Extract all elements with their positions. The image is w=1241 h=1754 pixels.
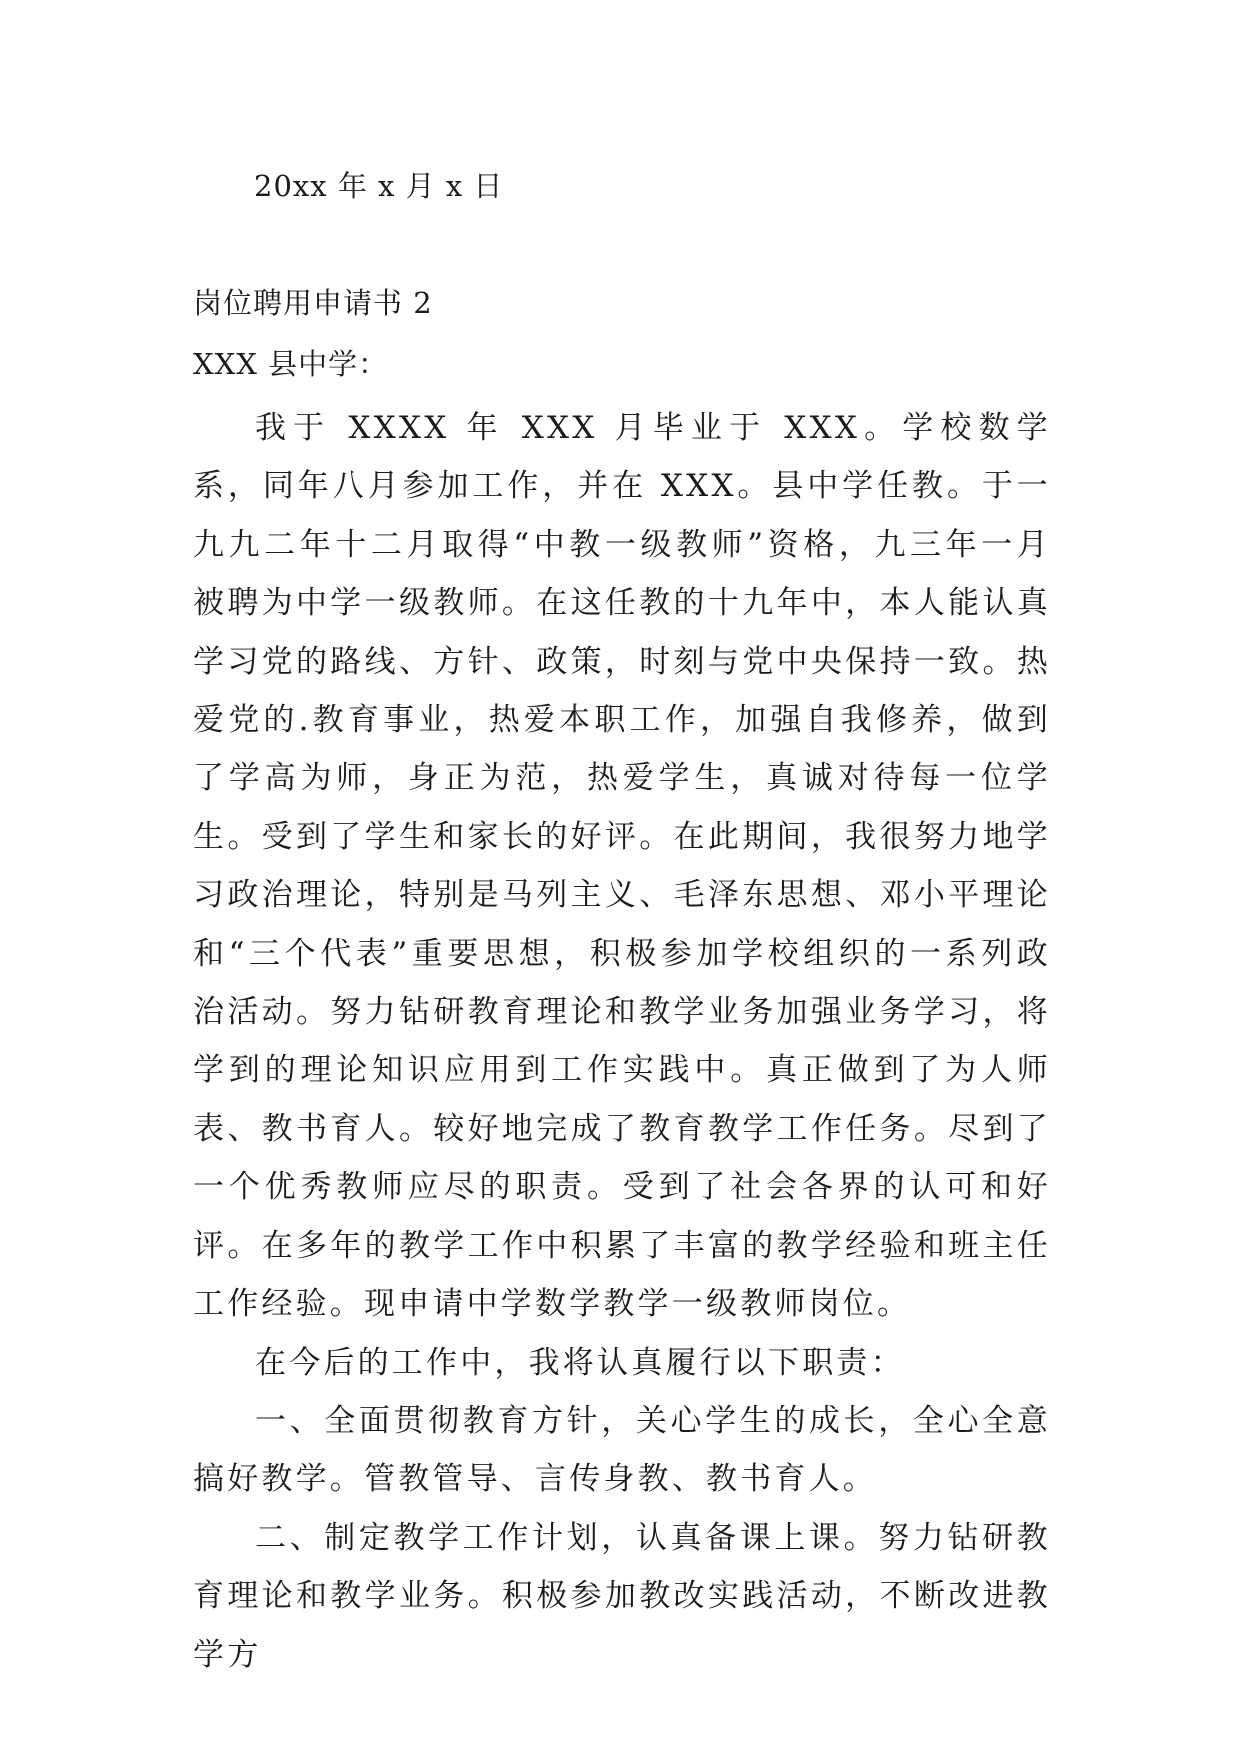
addressee-line: XXX 县中学：: [193, 347, 389, 381]
document-title: 岗位聘用申请书 2: [193, 286, 433, 320]
date-line: 20xx 年 x 月 x 日: [254, 169, 504, 203]
letter-body: [193, 399, 1051, 1684]
paragraph-duty-two: 二、制定教学工作计划，认真备课上课。努力钻研教育理论和教学业务。积极参加教改实践活动，不断改进教学方: [193, 1519, 1051, 1673]
paragraph-duty-one: 一、全面贯彻教育方针，关心学生的成长，全心全意搞好教学。管教管导、言传身教、教书育人。: [193, 1402, 1051, 1498]
paragraph-duties-intro: 在今后的工作中，我将认真履行以下职责：: [255, 1344, 905, 1381]
paragraph-introduction: 我于 XXXX 年 XXX 月毕业于 XXX。学校数学系，同年八月参加工作，并在 XXX。县中学任教。于一九九二年十二月取得“中教一级教师”资格，九三年一月被聘为中学一级教师。在这任教的十九年中，本人能认真学习党的路线、方针、政策，时刻与党中央保持一致。热爱党的.教育事业，热爱本职工作，加强自我修养，做到了学高为师，身正为范，热爱学生，真诚对待每一位学生。受到了学生和家长的好评。在此期间，我很努力地学习政治理论，特别是马列主义、毛泽东思想、邓小平理论和“三个代表”重要思想，积极参加学校组织的一系列政治活动。努力钻研教育理论和教学业务加强业务学习，将学到的理论知识应用到工作实践中。真正做到了为人师表、教书育人。较好地完成了教育教学工作任务。尽到了一个优秀教师应尽的职责。受到了社会各界的认可和好评。在多年的教学工作中积累了丰富的教学经验和班主任工作经验。现申请中学数学教学一级教师岗位。: [193, 410, 1051, 1323]
